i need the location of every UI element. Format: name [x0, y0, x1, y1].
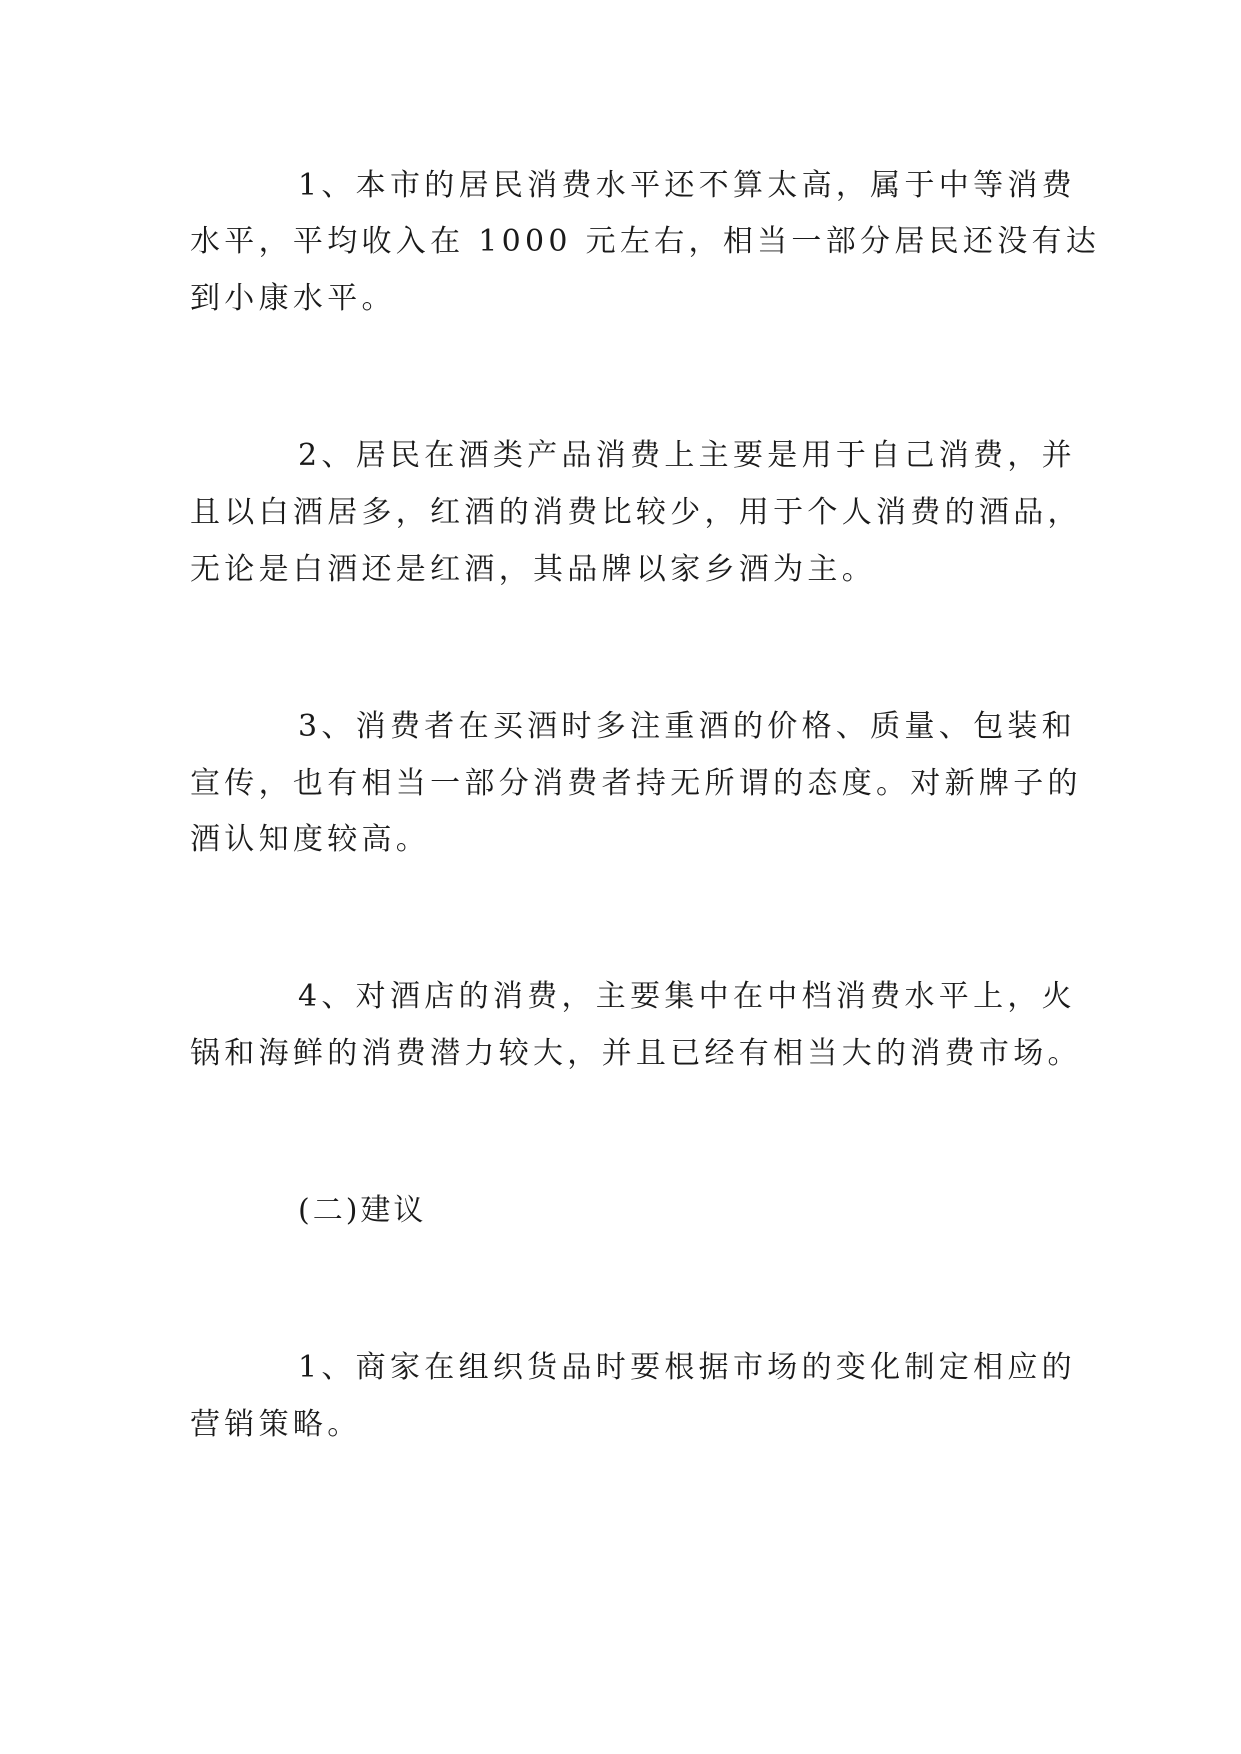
paragraph-line: 锅和海鲜的消费潜力较大，并且已经有相当大的消费市场。	[190, 1036, 1082, 1071]
paragraph-line: 酒认知度较高。	[190, 822, 431, 857]
paragraph-line: 4、对酒店的消费，主要集中在中档消费水平上，火	[298, 979, 1076, 1014]
paragraph-line: 到小康水平。	[190, 281, 396, 316]
paragraph-line: 宣传，也有相当一部分消费者持无所谓的态度。对新牌子的	[190, 766, 1082, 801]
paragraph-line: 无论是白酒还是红酒，其品牌以家乡酒为主。	[190, 552, 876, 587]
paragraph-line: 1、本市的居民消费水平还不算太高，属于中等消费	[298, 168, 1076, 203]
paragraph-line: 营销策略。	[190, 1407, 362, 1442]
paragraph-line: 且以白酒居多，红酒的消费比较少，用于个人消费的酒品，	[190, 495, 1082, 530]
paragraph-line: 3、消费者在买酒时多注重酒的价格、质量、包装和	[298, 709, 1076, 744]
section-heading: (二)建议	[298, 1193, 427, 1228]
paragraph-line: 1、商家在组织货品时要根据市场的变化制定相应的	[298, 1350, 1076, 1385]
paragraph-line: 水平，平均收入在 1000 元左右，相当一部分居民还没有达	[190, 224, 1101, 259]
paragraph-line: 2、居民在酒类产品消费上主要是用于自己消费，并	[298, 438, 1076, 473]
